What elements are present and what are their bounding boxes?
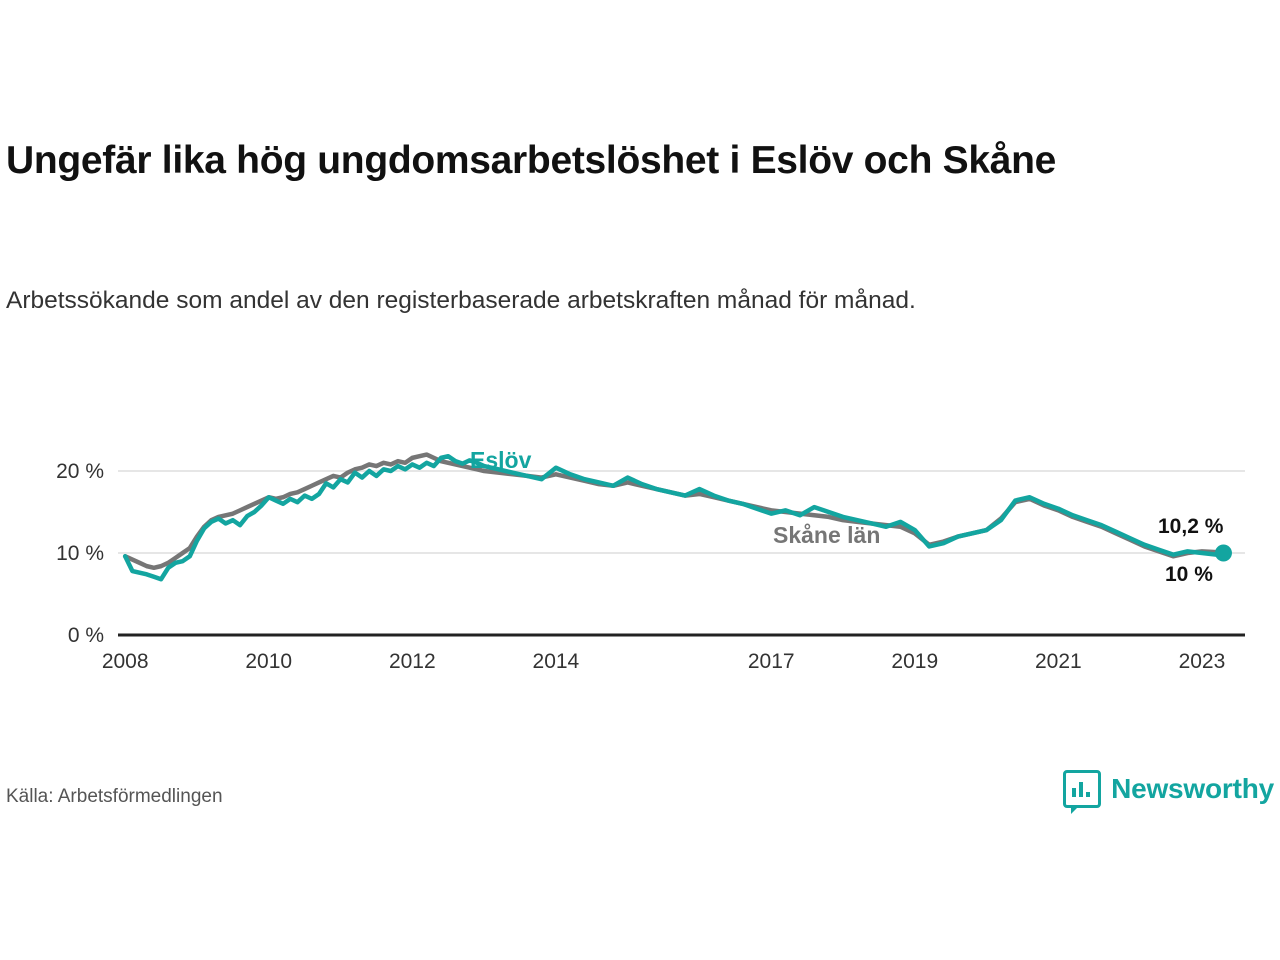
- bar-chart-icon: [1063, 770, 1101, 808]
- line-chart: [0, 420, 1280, 700]
- series-endpoint-marker: [1215, 545, 1232, 562]
- x-axis-tick-label: 2010: [245, 650, 293, 673]
- x-axis-tick-label: 2014: [532, 650, 580, 673]
- x-axis-tick-label: 2023: [1178, 650, 1226, 673]
- end-value-label-skane: 10,2 %: [1158, 515, 1224, 538]
- source-note: Källa: Arbetsförmedlingen: [6, 786, 223, 807]
- brand-name: Newsworthy: [1111, 773, 1274, 804]
- x-axis-tick-label: 2019: [891, 650, 939, 673]
- y-axis-tick-label: 20 %: [56, 460, 104, 483]
- y-axis-tick-label: 0 %: [67, 624, 104, 647]
- x-axis-tick-label: 2008: [101, 650, 149, 673]
- series-line: [125, 456, 1223, 579]
- series-label-eslov: Eslöv: [470, 447, 532, 473]
- y-axis-tick-label: 10 %: [56, 542, 104, 565]
- series-label-skane: Skåne län: [773, 522, 881, 548]
- x-axis-tick-label: 2021: [1035, 650, 1082, 673]
- chart-subtitle: Arbetssökande som andel av den registerbaserade arbetskraften månad för månad.: [6, 287, 916, 314]
- brand-logo: [1063, 770, 1274, 808]
- end-value-label-eslov: 10 %: [1165, 563, 1213, 586]
- x-axis-tick-label: 2017: [747, 650, 795, 673]
- x-axis-tick-label: 2012: [388, 650, 436, 673]
- page-title: Ungefär lika hög ungdomsarbetslöshet i Eslöv och Skåne: [6, 139, 1057, 182]
- chart-container: [0, 420, 1280, 700]
